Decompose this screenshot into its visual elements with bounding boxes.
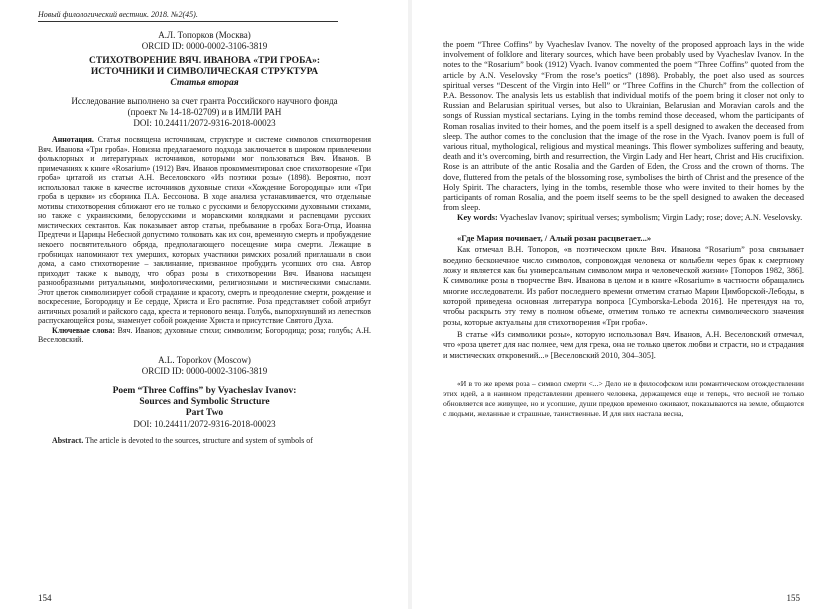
doi-ru: DOI: 10.24411/2072-9316-2018-00023 [133, 118, 276, 128]
author-en: A.L. Toporkov (Moscow) [158, 355, 251, 366]
journal-header: Новый филологический вестник. 2018. №2(45). [38, 10, 338, 22]
abstract-label: Аннотация. [52, 135, 94, 144]
page-number-right: 155 [786, 593, 800, 603]
section-heading: «Где Мария почивает, / Алый розан расцветает...» [457, 232, 652, 243]
author-ru: А.Л. Топорков (Москва) [158, 30, 251, 40]
grant-line2: (проект № 14-18-02709) и в ИМЛИ РАН [127, 107, 282, 117]
abstract-en-label: Abstract. [52, 436, 84, 446]
block-quote: «И в то же время роза – символ смерти <...> Дело не в философском или романтическом отождествлении этих идей, а в наивном представлении древнего человека, держащемся еще и теперь, что весной не только обновляется все живущее, но и усопшие, души предков временно оживают, показываются на земле, общаются с людьми, желанные и страшные, таинственные. И для них настала весна, [443, 378, 804, 419]
abstract-ru [38, 135, 371, 326]
keywords-text: Вяч. Иванов; духовные стихи; символизм; Богородица; роза; голубь; А.Н. Веселовский. [38, 325, 371, 345]
title-ru-line2: ИСТОЧНИКИ И СИМВОЛИЧЕСКАЯ СТРУКТУРА [90, 67, 319, 77]
orcid-en: ORCID ID: 0000-0002-3106-3819 [141, 366, 268, 377]
right-page [415, 0, 820, 609]
keywords-en-text: Vyacheslav Ivanov; spiritual verses; symbolism; Virgin Lady; rose; dove; A.N. Veselovsky. [497, 213, 803, 223]
keywords-ru [38, 326, 371, 345]
title-en-line2: Sources and Symbolic Structure [139, 397, 270, 408]
page-number-left: 154 [38, 593, 52, 603]
keywords-label: Ключевые слова: [52, 325, 115, 335]
book-gutter [408, 0, 412, 609]
abstract-en-text: The article is devoted to the sources, structure and system of symbols of [83, 436, 313, 446]
keywords-en-label: Key words: [457, 213, 498, 223]
subtitle-ru: Статья вторая [170, 78, 239, 88]
grant-line1: Исследование выполнено за счет гранта Российского научного фонда [71, 96, 338, 106]
abstract-text: Статья посвящена источникам, структуре и системе символов стихотворения Вяч. Иванова «Три гроба». Новизна предлагаемого подхода заключается в широком привлечении фольклорных и литературных источников, которыми мог пользоваться Вяч. Иванов. В примечаниях к книге «Rosarium» (1912) Вяч. Иванов прокомментировал свое стихотворение «Три гроба» цитатой из статьи А.Н. Веселовского «Из поэтики розы» (1898). Вероятно, поэт использовал также в качестве источников духовные стихи «Хождение Богородицы» или «Три гроба в церкви» из сборника П.А. Бессонова. В ходе анализа устанавливается, что отдельные мотивы стихотворения сближают его не только с русскими и белорусскими духовными стихами, но также с украинскими, белорусскими и моравскими колядками и распевцами русских мистических сектантов. Как показывает автор статьи, пребывание в гробах Бога-Отца, Иоанна Предтечи и Царицы Небесной допустимо толковать как их сон, временную смерть и пробуждение некоего посвятительного обряда, предполагающего посещение мира смерти. Лежащие в гробницах напоминают тех умерших, которых участники римских розалий приглашали в свои дома, а само стихотворение – заклинание, призванное пробудить усопших ото сна. Автор приходит также к выводу, что образ розы в стихотворении Вяч. Иванова насыщен разнообразными ритуальными, мифологическими, религиозными и мистическими смыслами. Этот цветок символизирует собой страдание и красоту, смерть и преодоление смерти, рождение и воскресение, Богородицу и Ее сердце, Христа и Его распятие. Роза представляет собой атрибут античных розалий и райского сада, креста и тернового венца. Голубь, выпорхнувший из лепестков распускающейся розы, знаменует собой рождение Христа и присутствие Святого Духа. [38, 135, 371, 326]
left-page [0, 0, 405, 609]
article-heading-ru [38, 30, 371, 129]
title-ru-line1: СТИХОТВОРЕНИЕ ВЯЧ. ИВАНОВА «ТРИ ГРОБА»: [89, 56, 320, 66]
keywords-en [443, 213, 804, 223]
abstract-en-continued: the poem “Three Coffins” by Vyacheslav Ivanov. The novelty of the proposed approach lays in the wide involvement of folklore and literary sources, which have been probably used by Vyacheslav Ivanov. In the notes to the “Rosarium” book (1912) Vyach. Ivanov commented the poem “Three Coffins” quoted from the article by A.N. Veselovsky “From the rose’s poetics” (1898). Probably, the poet also used as sources spiritual verses “Descent of the Virgin into Hell” or “Three Coffins in the Church” from the collection of P.A. Bessonov. The analysis lets us establish that individual motifs of the poem bring it closer not only to Russian and Belarusian spiritual verses, but also to Ukrainian, Belarusian and Moravian carols and the songs of Russian mystical sectarians. Lying in the tombs remind those deceased, whom the participants of Roman rosalias invited to their homes, and the poem itself is a spell designed to awaken the deceased from sleep. The author comes to the conclusion that the image of the rose in the Vyach. Ivanov poem is full of various ritual, mythological, religious and mystical meanings. This flower symbolizes suffering and beauty, death and it’s overcoming, birth and resurrection, the Virgin Lady and Her heart, Christ and His crucifixion. Rose is an attribute of the antic Rosalia and the Garden of Eden, the Cross and the crown of thorns. The dove, fluttered from the petals of the blossoming rose, symbolises the birth of Christ and the presence of the Holy Spirit. The characters, lying in the tombs, resemble those who were invited to their homes by the participants of roman Rosalia, and the poem itself seems to be the spell designed to awaken the deceased from sleep. [443, 40, 804, 213]
doi-en: DOI: 10.24411/2072-9316-2018-00023 [133, 419, 276, 430]
body-paragraph-2: В статье «Из символики розы», которую использовал Вяч. Иванов, А.Н. Веселовский отмечал, что «роза цветет для нас полнее, чем для грека, она не только цветок любви и страсти, но и страдания и мистических откровений...» [Веселовский 2010, 304–305]. [443, 329, 804, 360]
body-paragraph-1: Как отмечал В.Н. Топоров, «в поэтическом цикле Вяч. Иванова “Rosarium” роза связывает воедино бесконечное число символов, сопровождая человека от колыбели через брак к смертному ложу и является как бы универсальным символом мира и человеческой жизни» [Топоров 1982, 386]. К символике розы в творчестве Вяч. Иванова в целом и в книге «Rosarium» в частности обращались многие исследователи. Из работ последнего времени отметим статью Марии Цимборской-Лебоды, в которой приведена основная литература вопроса [Cymborska-Leboda 2016]. Не претендуя на то, чтобы раскрыть эту тему в полном объеме, отметим только те аспекты символического значения розы, которые актуальны для стихотворения «Три гроба». [443, 245, 804, 327]
title-en-line1: Poem “Three Coffins” by Vyacheslav Ivanov: [112, 386, 297, 397]
article-heading-en [38, 355, 371, 430]
title-en-line3: Part Two [185, 408, 224, 419]
orcid-ru: ORCID ID: 0000-0002-3106-3819 [141, 41, 268, 51]
abstract-en-start [38, 436, 371, 446]
